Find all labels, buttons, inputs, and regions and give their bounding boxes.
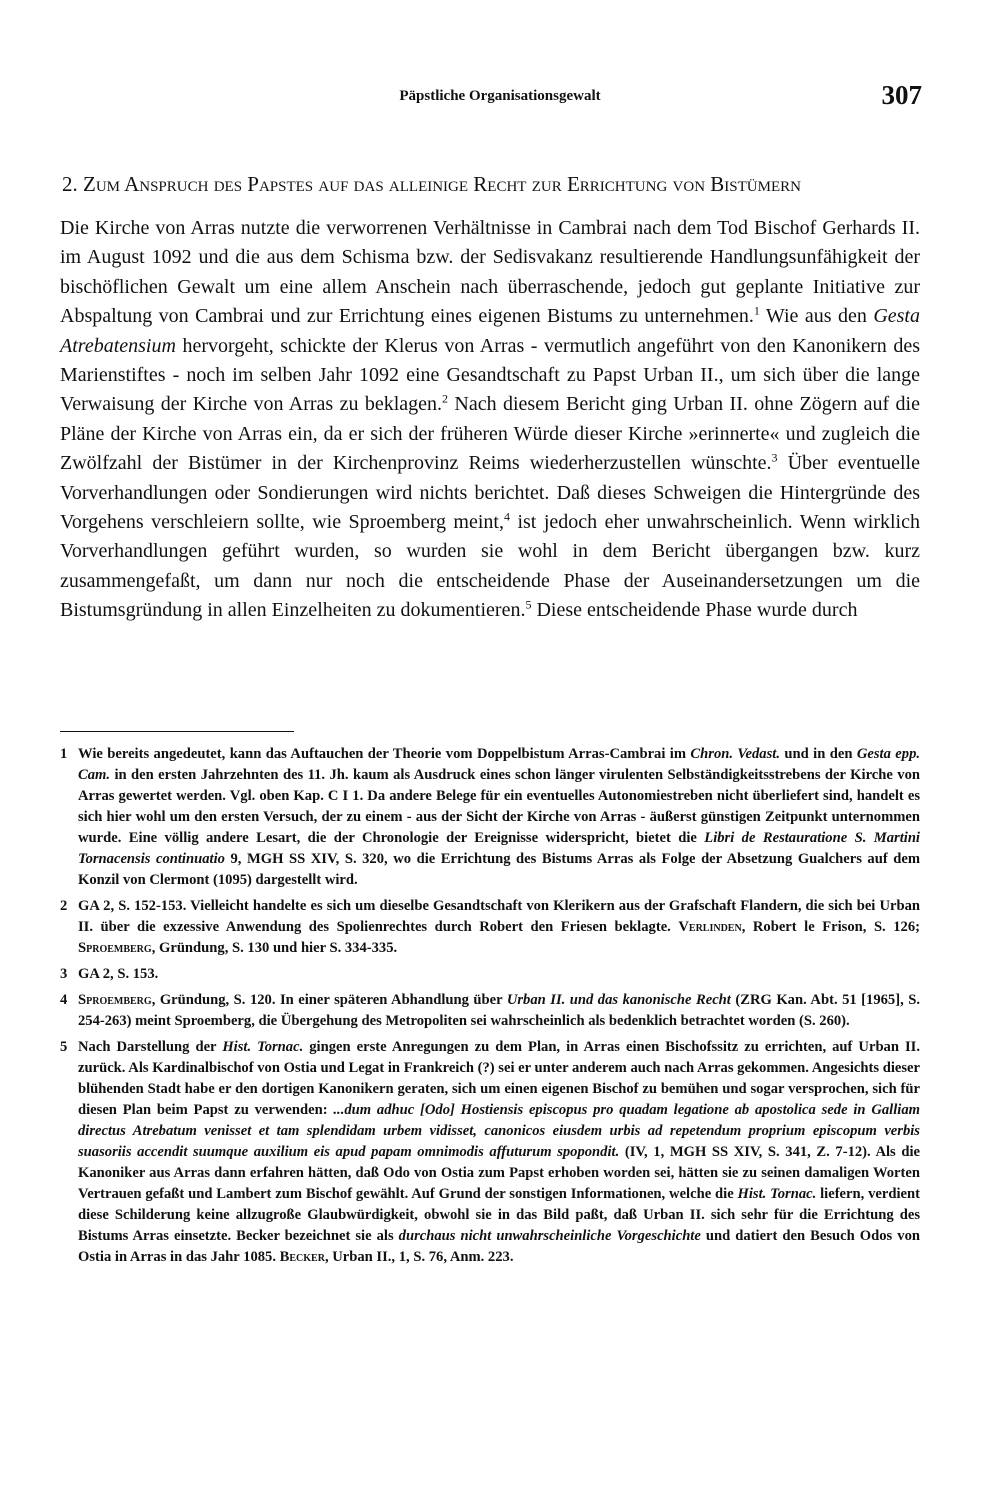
text-run: (ZRG Kan. Abt. 51 [1965], S. 254-263) meint Sproemberg, die Übergehung des Metropoliten sei wahrscheinlich als bedenklich betrachtet worden (S. 260). <box>78 992 921 1029</box>
text-run: Die Kirche von Arras nutzte die verworrenen Verhältnisse in Cambrai nach dem Tod Bischof Gerhards II. im August 1092 und die aus dem Schisma bzw. der Sedisvakanz resultierende Handlungsunfähigkeit der bischöflichen Gewalt um eine allem Anschein nach überraschende, jedoch gut geplante Initiative zur Abspaltung von Cambrai und zur Errichtung eines eigenen Bistums zu unternehmen. <box>60 217 920 328</box>
text-run: hervorgeht, schickte der Klerus von Arras - vermutlich angeführt von den Kanonikern des Marienstiftes - noch im selben Jahr 1092 eine Gesandtschaft zu Papst Urban II., um sich über die lange Verwaisung der Kirche von Arras zu beklagen. <box>60 334 920 416</box>
text-run: , Gründung, S. 130 und hier S. 334-335. <box>151 940 398 956</box>
running-title: Päpstliche Organisationsgewalt <box>399 88 601 104</box>
text-run: liefern, verdient diese Schilderung keine allzugroße Glaubwürdigkeit, obwohl sie in das Bild paßt, daß Urban II. sich sehr für die Errichtung des Bistums Arras einsetzte. Becker bezeichnet sie als <box>78 1186 921 1244</box>
text-run: GA 2, S. 152-153. Vielleicht handelte es sich um dieselbe Gesandtschaft von Klerikern aus der Grafschaft Flandern, die sich bei Urban II. über die exzessive Anwendung des Spolienrechtes durch Robert den Friesen beklagte. <box>78 898 920 935</box>
footnotes <box>60 744 920 1273</box>
text-run: GA 2, S. 153. <box>78 966 159 982</box>
footnote-text <box>78 964 920 985</box>
italic-text: Gesta Atrebatensium <box>60 305 920 357</box>
footnote <box>60 744 920 891</box>
text-run: Nach Darstellung der <box>78 1039 223 1055</box>
footnote-reference: 1 <box>753 303 760 318</box>
text-run: , Gründung, S. 120. In einer späteren Abhandlung über <box>151 992 507 1008</box>
text-run: , Urban II., 1, S. 76, Anm. 223. <box>324 1249 514 1265</box>
italic-text: ...dum adhuc [Odo] Hostiensis episcopus pro quadam legatione ab apostolica sede in Galliam directus Atrebatum venisset et tam splendidam urbem vidisset, canonicos eiusdem urbis ad repetendum proprium episcopum verbis suasoriis accendit suumque auxilium eis apud papam omnimodis affuturum spopondit. <box>78 1102 920 1160</box>
italic-text: Hist. Tornac. <box>222 1039 304 1055</box>
author-name: Verlinden <box>678 919 742 935</box>
text-run: Nach diesem Bericht ging Urban II. ohne Zögern auf die Pläne der Kirche von Arras ein, da er sich der früheren Würde dieser Kirche »erinnerte« und zugleich die Zwölfzahl der Bistümer in der Kirchenprovinz Reims wiederherzustellen wünschte. <box>60 393 920 475</box>
text-run: ist jedoch eher unwahrscheinlich. Wenn wirklich Vorverhandlungen geführt wurden, so wurden sie wohl in dem Bericht übergangen bzw. kurz zusammengefaßt, um dann nur noch die entscheidende Phase der Auseinandersetzungen um die Bistumsgründung in allen Einzelheiten zu dokumentieren. <box>60 511 920 622</box>
body-paragraph <box>60 214 920 626</box>
text-run: und in den <box>780 746 857 762</box>
text-run: in den ersten Jahrzehnten des 11. Jh. kaum als Ausdruck eines schon länger virulenten Selbständigkeitsstrebens der Kirche von Arras gewertet werden. Vgl. oben Kap. C I 1. Da andere Belege für ein eventuelles Autonomiestreben nicht überliefert sind, handelt es sich hier wohl um den ersten Versuch, der zu einem - aus der Sicht der Kirche von Arras - äußerst günstigen Zeitpunkt unternommen wurde. Eine völlig andere Lesart, die der Chronologie der Ereignisse widerspricht, bietet die <box>78 767 920 846</box>
text-run: und datiert den Besuch Odos von Ostia in Arras in das Jahr 1085. <box>78 1228 920 1265</box>
footnote-number: 5 <box>60 1039 68 1055</box>
footnote-text <box>78 1037 920 1268</box>
text-run: gingen erste Anregungen zu dem Plan, in Arras einen Bischofssitz zu errichten, auf Urban II. zurück. Als Kardinalbischof von Ostia und Legat in Frankreich (?) sei er unter anderem auch nach Arras gekommen. Angesichts dieser blühenden Stadt habe er den dortigen Kanonikern geraten, sich um einen eigenen Bischof zu bemühen und sogar versprochen, sich für diesen Plan beim Papst zu verwenden: <box>78 1039 921 1118</box>
footnote-text <box>78 744 920 891</box>
footnote <box>60 896 920 959</box>
footnote <box>60 1037 920 1268</box>
author-name: Sproemberg <box>78 940 152 956</box>
italic-text: Gesta epp. Cam. <box>78 746 921 783</box>
section-heading: 2. Zum Anspruch des Papstes auf das alleinige Recht zur Errichtung von Bistümern <box>62 172 801 196</box>
footnote-reference: 5 <box>525 597 532 612</box>
text-run: 9, MGH SS XIV, S. 320, wo die Errichtung des Bistums Arras als Folge der Absetzung Gualchers auf dem Konzil von Clermont (1095) dargestellt wird. <box>78 851 920 888</box>
page-number: 307 <box>881 80 922 110</box>
footnote-reference: 4 <box>503 509 510 524</box>
footnote-number: 1 <box>60 746 68 762</box>
footnote-reference: 3 <box>771 450 778 465</box>
italic-text: Urban II. und das kanonische Recht <box>506 992 731 1008</box>
footnote-number: 4 <box>60 992 68 1008</box>
footnote-separator <box>60 731 294 732</box>
italic-text: Chron. Vedast. <box>690 746 780 762</box>
footnote-reference: 2 <box>442 391 449 406</box>
text-run: , Robert le Frison, S. 126; <box>741 919 920 935</box>
text-run: Wie bereits angedeutet, kann das Auftauchen der Theorie vom Doppelbistum Arras-Cambrai im <box>78 746 691 762</box>
footnote-text <box>78 896 920 959</box>
text-run: Über eventuelle Vorverhandlungen oder Sondierungen wird nichts berichtet. Daß dieses Schweigen die Hintergründe des Vorgehens verschleiern sollte, wie Sproemberg meint, <box>60 452 920 534</box>
footnote-number: 2 <box>60 898 68 914</box>
footnote <box>60 964 920 985</box>
author-name: Becker <box>279 1249 325 1265</box>
italic-text: Hist. Tornac. <box>737 1186 817 1202</box>
italic-text: Libri de Restauratione S. Martini Tornacensis continuatio <box>78 830 920 867</box>
text-run: (IV, 1, MGH SS XIV, S. 341, Z. 7-12). Als die Kanoniker aus Arras dann erfahren hätten, daß Odo von Ostia zum Papst erhoben worden sei, hätten sie zu seinen damaligen Worten Vertrauen gefaßt und Lambert zum Bischof gewählt. Auf Grund der sonstigen Informationen, welche die <box>78 1144 920 1202</box>
italic-text: durchaus nicht unwahrscheinliche Vorgeschichte <box>398 1228 701 1244</box>
footnote-text <box>78 990 920 1032</box>
footnote <box>60 990 920 1032</box>
author-name: Sproemberg <box>78 992 152 1008</box>
text-run: Wie aus den <box>759 305 874 328</box>
footnote-number: 3 <box>60 966 68 982</box>
text-run: Diese entscheidende Phase wurde durch <box>531 599 858 622</box>
